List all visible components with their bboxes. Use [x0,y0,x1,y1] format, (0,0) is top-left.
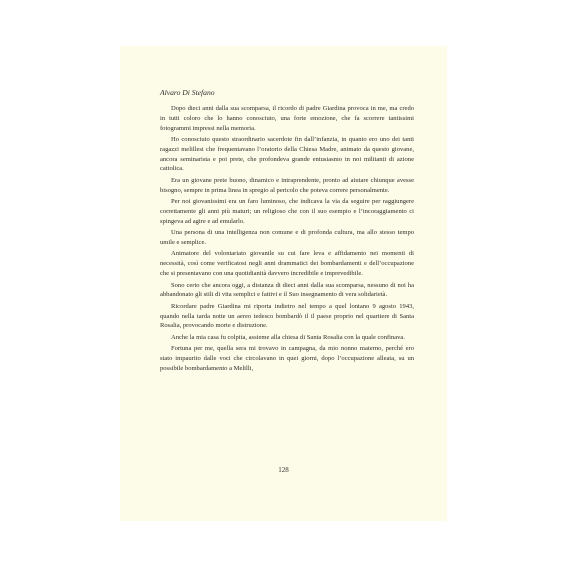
paragraph-6: Animatore del volontariato giovanile su cui fare leva e affidamento nei momenti di necessità, così come verificatosi negli anni drammatici dei bombardamenti e dell’occupazione che si presentavano con una quotidianità davvero incredibile e imprevedibile. [160,250,414,277]
book-page [120,46,447,521]
paragraph-9: Anche la mia casa fu colpita, assieme alla chiesa di Santa Rosalia con la quale confinava. [171,333,405,341]
paragraph-8: Ricordare padre Giardina mi riporta indietro nel tempo a quel lontano 9 agosto 1943, quando nella tarda notte un aereo tedesco bombardò il il paese proprio nel quartiere di Santa Rosalia, provocando morte e distruzione. [160,302,414,330]
paragraph-5: Una persona di una intelligenza non comune e di profonda cultura, ma allo stesso tempo umile e semplice. [160,229,414,246]
paragraph-4: Per noi giovanissimi era un faro luminoso, che indicava la via da seguire per raggiungere correttamente gli anni più maturi; un religioso che con il suo esempio e l’incoraggiamento ci spingeva ad agire e ad emularlo. [160,198,414,225]
paragraph-7: Sono certo che ancora oggi, a distanza di dieci anni dalla sua scomparsa, nessuno di noi ha abbandonato gli stili di vita semplici e fattivi e il Suo insegnamento di vera solidarietà. [160,281,414,299]
author-heading: Alvaro Di Stefano [160,88,215,97]
page-number: 128 [278,466,289,474]
page-content [160,88,414,375]
paragraph-1: Dopo dieci anni dalla sua scomparsa, il ricordo di padre Giardina provoca in me, ma credo in tutti coloro che lo hanno conosciuto, una forte emozione, che fa scorrere tantissimi fotogrammi impressi nella memoria. [160,105,414,132]
paragraph-10: Fortuna per me, quella sera mi trovavo in campagna, da mio nonno materno, perché ero stato impaurito dalle voci che circolavano in quei giorni, dopo l’occupazione alleata, su un possibile bombardamento a Melilli, [160,345,414,372]
paragraph-2: Ho conosciuto questo straordinario sacerdote fin dall’infanzia, in quanto ero uno dei tanti ragazzi melillesi che frequentavano l’oratorio della Chiesa Madre, animato da questo giovane, ancora seminarista e poi prete, che profondeva grande entusiasmo in noi militanti di azione cattolica. [160,136,414,173]
paragraph-3: Era un giovane prete buono, dinamico e intraprendente, pronto ad aiutare chiunque avesse bisogno, sempre in prima linea in spregio al pericolo che poteva correre personalmente. [160,176,414,194]
